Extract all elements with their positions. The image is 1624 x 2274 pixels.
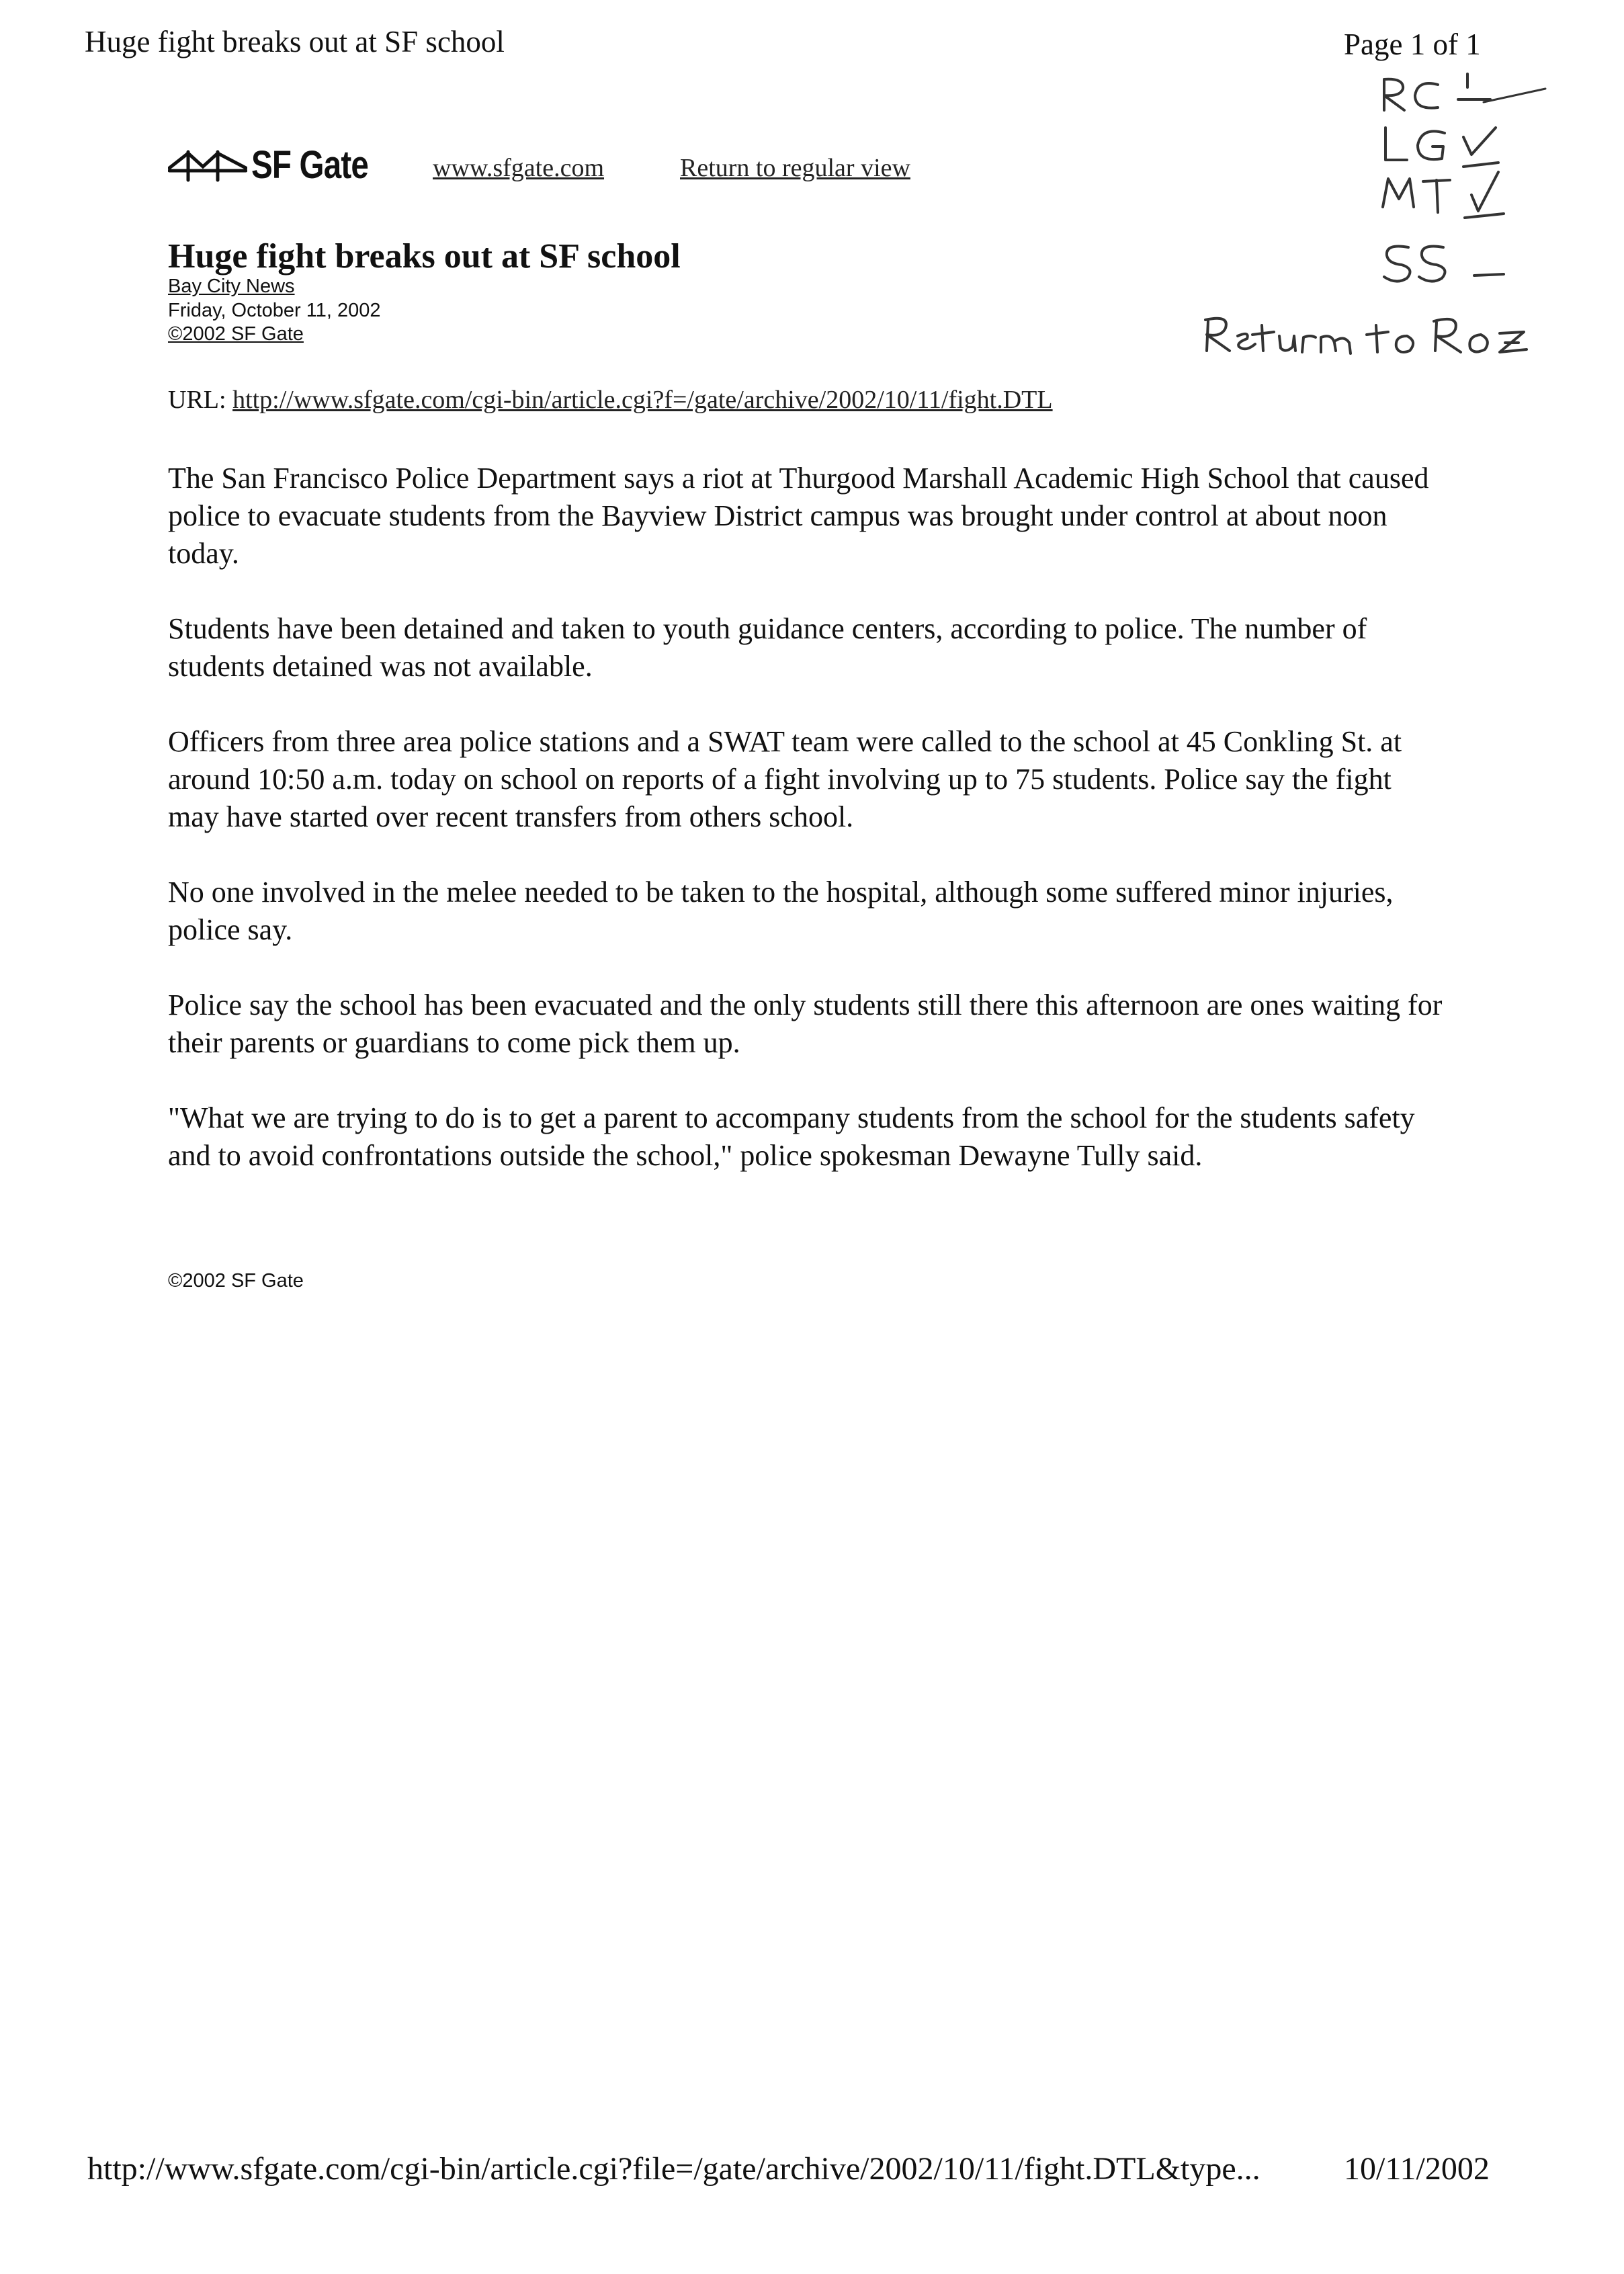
article-source-link[interactable]: Bay City News bbox=[168, 276, 295, 297]
article-paragraph: The San Francisco Police Department says a riot at Thurgood Marshall Academic High School that caused police to evacuate students from the Bayview District campus was brought under control at about noon today. bbox=[168, 462, 1429, 570]
footer-copyright-link[interactable]: ©2002 SF Gate bbox=[168, 1270, 304, 1292]
article-body bbox=[168, 460, 1445, 1212]
golden-gate-bridge-icon bbox=[168, 148, 247, 183]
print-header-title: Huge fight breaks out at SF school bbox=[85, 25, 505, 58]
print-footer-date: 10/11/2002 bbox=[1344, 2151, 1490, 2187]
article-paragraph: Police say the school has been evacuated and the only students still there this afternoon are ones waiting for their parents or guardians to come pick them up. bbox=[168, 988, 1443, 1059]
sfgate-home-link[interactable]: www.sfgate.com bbox=[433, 154, 605, 182]
url-label: URL: bbox=[168, 386, 226, 414]
article-paragraph: "What we are trying to do is to get a parent to accompany students from the school for the students safety and to avoid confrontations outside the school," police spokesman Dewayne Tully said. bbox=[168, 1101, 1415, 1172]
article-url-link[interactable]: http://www.sfgate.com/cgi-bin/article.cgi?f=/gate/archive/2002/10/11/fight.DTL bbox=[232, 386, 1053, 414]
article-headline: Huge fight breaks out at SF school bbox=[168, 237, 681, 276]
handwritten-routing-annotation bbox=[1183, 47, 1559, 370]
article-paragraph: Officers from three area police stations and a SWAT team were called to the school at 45 Conkling St. at around 10:50 a.m. today on school on reports of a fight involving up to 75 students. Police say the fight may have started over recent transfers from others school. bbox=[168, 725, 1402, 833]
article-paragraph: Students have been detained and taken to youth guidance centers, according to police. The number of students detained was not available. bbox=[168, 612, 1367, 683]
article-date: Friday, October 11, 2002 bbox=[168, 300, 381, 321]
article-url-line bbox=[168, 385, 1053, 415]
print-page-number: Page 1 of 1 bbox=[1344, 28, 1481, 61]
sfgate-logo[interactable] bbox=[168, 142, 394, 187]
regular-view-link[interactable]: Return to regular view bbox=[680, 154, 910, 182]
logo-text: SF Gate bbox=[251, 143, 368, 187]
article-paragraph: No one involved in the melee needed to be taken to the hospital, although some suffered minor injuries, police say. bbox=[168, 876, 1394, 946]
print-footer-url: http://www.sfgate.com/cgi-bin/article.cgi?file=/gate/archive/2002/10/11/fight.DTL&type... bbox=[87, 2151, 1260, 2187]
copyright-link[interactable]: ©2002 SF Gate bbox=[168, 323, 304, 345]
